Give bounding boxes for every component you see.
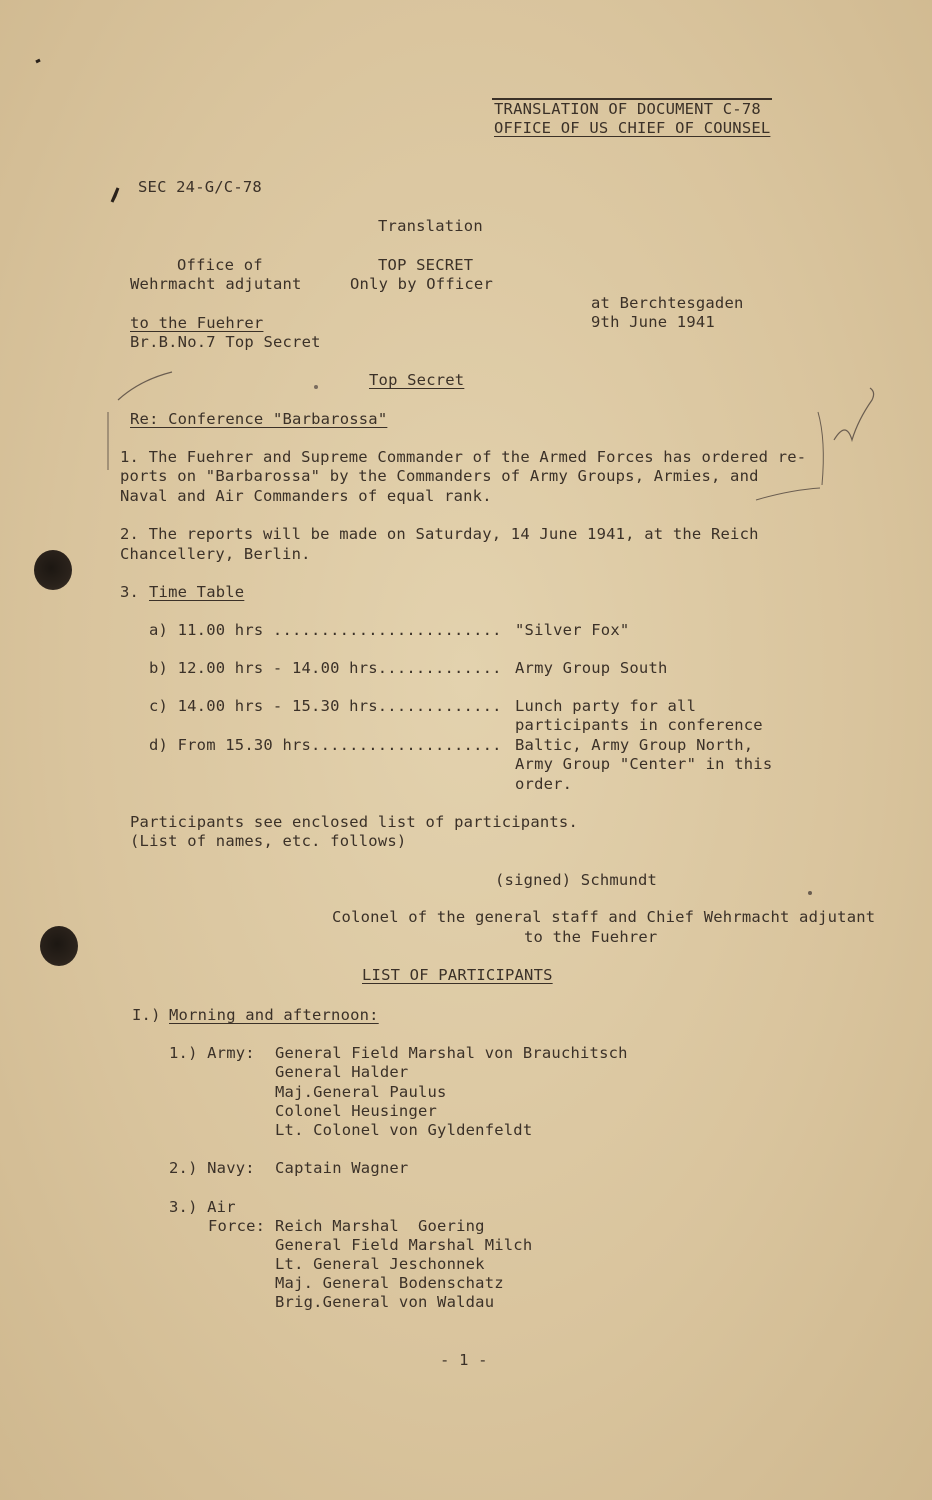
airforce-name-2: General Field Marshal Milch [275, 1236, 533, 1254]
timetable-a-time: a) 11.00 hrs ........................ [149, 621, 502, 639]
navy-label: 2.) Navy: [169, 1159, 255, 1177]
paragraph-1-line-3: Naval and Air Commanders of equal rank. [120, 487, 492, 505]
classification-line-2: Only by Officer [350, 275, 493, 293]
punch-hole-bottom [40, 926, 78, 966]
army-name-1: General Field Marshal von Brauchitsch [275, 1044, 628, 1062]
page-number: - 1 - [440, 1351, 488, 1369]
timetable-c-desc-2: participants in conference [515, 716, 763, 734]
navy-name-1: Captain Wagner [275, 1159, 409, 1177]
paragraph-2-line-2: Chancellery, Berlin. [120, 545, 311, 563]
army-label: 1.) Army: [169, 1044, 255, 1062]
paragraph-1-line-1: 1. The Fuehrer and Supreme Commander of the Armed Forces has ordered re- [120, 448, 807, 466]
timetable-b-desc: Army Group South [515, 659, 668, 677]
office-line-4: Br.B.No.7 Top Secret [130, 333, 321, 351]
airforce-name-5: Brig.General von Waldau [275, 1293, 495, 1311]
timetable-d-time: d) From 15.30 hrs.................... [149, 736, 502, 754]
timetable-a-desc: "Silver Fox" [515, 621, 630, 639]
date-line: 9th June 1941 [591, 313, 715, 331]
header-line-1: TRANSLATION OF DOCUMENT C-78 [494, 100, 761, 118]
airforce-label-2: Force: [208, 1217, 266, 1235]
army-name-3: Maj.General Paulus [275, 1083, 447, 1101]
document-reference: SEC 24-G/C-78 [138, 178, 262, 196]
paragraph-1-line-2: ports on "Barbarossa" by the Commanders of Army Groups, Armies, and [120, 467, 759, 485]
section-1-number: I.) [132, 1006, 161, 1024]
top-secret-heading: Top Secret [369, 371, 465, 389]
paragraph-2-line-1: 2. The reports will be made on Saturday, 14 June 1941, at the Reich [120, 525, 759, 543]
timetable-d-desc-1: Baltic, Army Group North, [515, 736, 754, 754]
office-line-3: to the Fuehrer [130, 314, 264, 332]
participants-note-line-1: Participants see enclosed list of participants. [130, 813, 578, 831]
classification-line-1: TOP SECRET [378, 256, 474, 274]
paragraph-3-title: Time Table [149, 583, 245, 601]
timetable-d-desc-3: order. [515, 775, 573, 793]
signature-title-2: to the Fuehrer [524, 928, 658, 946]
header-line-2: OFFICE OF US CHIEF OF COUNSEL [494, 119, 771, 137]
paragraph-3-number: 3. [120, 583, 140, 601]
airforce-label-1: 3.) Air [169, 1198, 236, 1216]
office-line-1: Office of [177, 256, 263, 274]
airforce-name-1: Reich Marshal Goering [275, 1217, 485, 1235]
timetable-c-time: c) 14.00 hrs - 15.30 hrs............. [149, 697, 502, 715]
army-name-2: General Halder [275, 1063, 409, 1081]
timetable-c-desc-1: Lunch party for all [515, 697, 697, 715]
signature-signed: (signed) Schmundt [495, 871, 658, 889]
timetable-d-desc-2: Army Group "Center" in this [515, 755, 773, 773]
translation-label: Translation [378, 217, 483, 235]
punch-hole-top [34, 550, 72, 590]
airforce-name-3: Lt. General Jeschonnek [275, 1255, 485, 1273]
timetable-b-time: b) 12.00 hrs - 14.00 hrs............. [149, 659, 502, 677]
place-line: at Berchtesgaden [591, 294, 744, 312]
airforce-name-4: Maj. General Bodenschatz [275, 1274, 504, 1292]
section-1-title: Morning and afternoon: [169, 1006, 379, 1024]
signature-title-1: Colonel of the general staff and Chief Wehrmacht adjutant [332, 908, 876, 926]
office-line-2: Wehrmacht adjutant [130, 275, 302, 293]
army-name-4: Colonel Heusinger [275, 1102, 438, 1120]
participants-note-line-2: (List of names, etc. follows) [130, 832, 407, 850]
list-heading: LIST OF PARTICIPANTS [362, 966, 553, 984]
army-name-5: Lt. Colonel von Gyldenfeldt [275, 1121, 533, 1139]
subject-line: Re: Conference "Barbarossa" [130, 410, 388, 428]
